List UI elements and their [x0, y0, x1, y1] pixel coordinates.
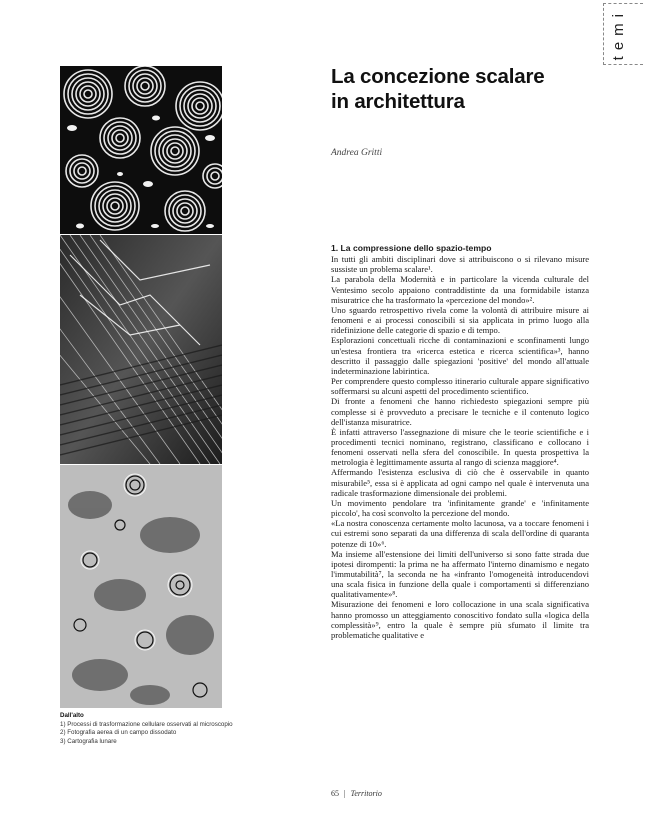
author-name: Andrea Gritti: [331, 148, 383, 158]
article-body: [331, 243, 589, 640]
footer-separator: |: [344, 789, 346, 798]
paragraph: Uno sguardo retrospettivo rivela come la volontà di attribuire misure ai fenomeni e ai processi conoscibili si sia applicata in primo luogo alla ridefinizione delle categorie di spazio e di tempo.: [331, 304, 589, 336]
section-tab: [603, 3, 643, 65]
caption-item: 3) Cartografia lunare: [60, 737, 117, 745]
cellular-spirals-image: [60, 66, 222, 234]
paragraph: Ma insieme all'estensione dei limiti dell'universo si sono fatte strada due ipotesi dirompenti: la prima ne ha affermato l'interno dinamismo e negato l'immutabilità⁷, la seconda ne ha «infranto l'omogeneità introducendovi una scala fisica in funzione della quale i comportamenti si differenziano qualitativamente»⁸.: [331, 548, 589, 600]
title-line-1: La concezione scalare: [331, 65, 545, 88]
magazine-name: Territorio: [350, 789, 382, 798]
lunar-map-image: [60, 465, 222, 708]
paragraph: La parabola della Modernità e in particolare la vicenda culturale del Ventesimo secolo appaiono contraddistinte da una formidabile istanza misuratrice che ha trasformato la «percezione del mondo»².: [331, 274, 589, 305]
page-footer: [331, 789, 382, 798]
paragraph: Un movimento pendolare tra 'infinitamente grande' e 'infinitamente piccolo', ha così sconvolto la percezione del mondo.: [331, 497, 589, 519]
title-line-2: in architettura: [331, 90, 465, 113]
page-number: 65: [331, 789, 339, 798]
article-title: [331, 64, 621, 114]
paragraph: Misurazione dei fenomeni e loro collocazione in una scala significativa hanno promosso un atteggiamento conoscitivo fondato sulla «logica della complessità»⁹, entro la quale è sempre più sfumato il limite tra problematiche qualitative e: [331, 599, 589, 640]
figure-lunar-map: [60, 465, 222, 708]
caption-heading: Dall'alto: [60, 712, 84, 719]
paragraph: Affermando l'esistenza esclusiva di ciò che è osservabile in quanto misurabile⁵, essa si è applicata ad ogni campo nel quale è intervenuta una radicale trasformazione dimensionale dei problemi.: [331, 467, 589, 498]
paragraph: In tutti gli ambiti disciplinari dove si attribuiscono o si rilevano misure sussiste un problema scalare¹.: [331, 254, 589, 275]
section-tab-label: temi: [610, 8, 627, 61]
paragraph: Per comprendere questo complesso itinerario culturale appare significativo soffermarsi su alcuni aspetti del procedimento scientifico.: [331, 376, 589, 397]
figure-aerial-field: [60, 235, 222, 464]
paragraph: È infatti attraverso l'assegnazione di misure che le teorie scientifiche e i procedimenti tecnici nominano, registrano, classificano e collocano i fenomeni osservati nella sfera del conoscibile. In questa prospettiva la metrologia è legittimamente assurta al rango di scienza maggiore⁴.: [331, 426, 589, 468]
paragraph: Esplorazioni concettuali ricche di contaminazioni e sconfinamenti lungo un'estesa frontiera tra «ricerca estetica e ricerca scientifica»³, hanno descritto il passaggio dalle spiegazioni 'positive' del mondo all'attuale indeterminazione labirintica.: [331, 335, 589, 376]
figure-cellular-transformation: [60, 66, 222, 234]
caption-item: 2) Fotografia aerea di un campo dissodato: [60, 729, 177, 737]
figure-caption: [60, 712, 300, 746]
section-heading: 1. La compressione dello spazio-tempo: [331, 243, 492, 253]
aerial-field-image: [60, 235, 222, 464]
caption-item: 1) Processi di trasformazione cellulare osservati al microscopio: [60, 720, 233, 728]
paragraph: Di fronte a fenomeni che hanno richiedesto spiegazioni sempre più complesse si è provveduto a precisare le tecniche e il contenuto logico dell'istanza misuratrice.: [331, 396, 589, 427]
paragraph: «La nostra conoscenza certamente molto lacunosa, va a toccare fenomeni i cui estremi sono separati da una differenza di scala dell'ordine di quaranta potenze di 10»⁶.: [331, 518, 589, 549]
